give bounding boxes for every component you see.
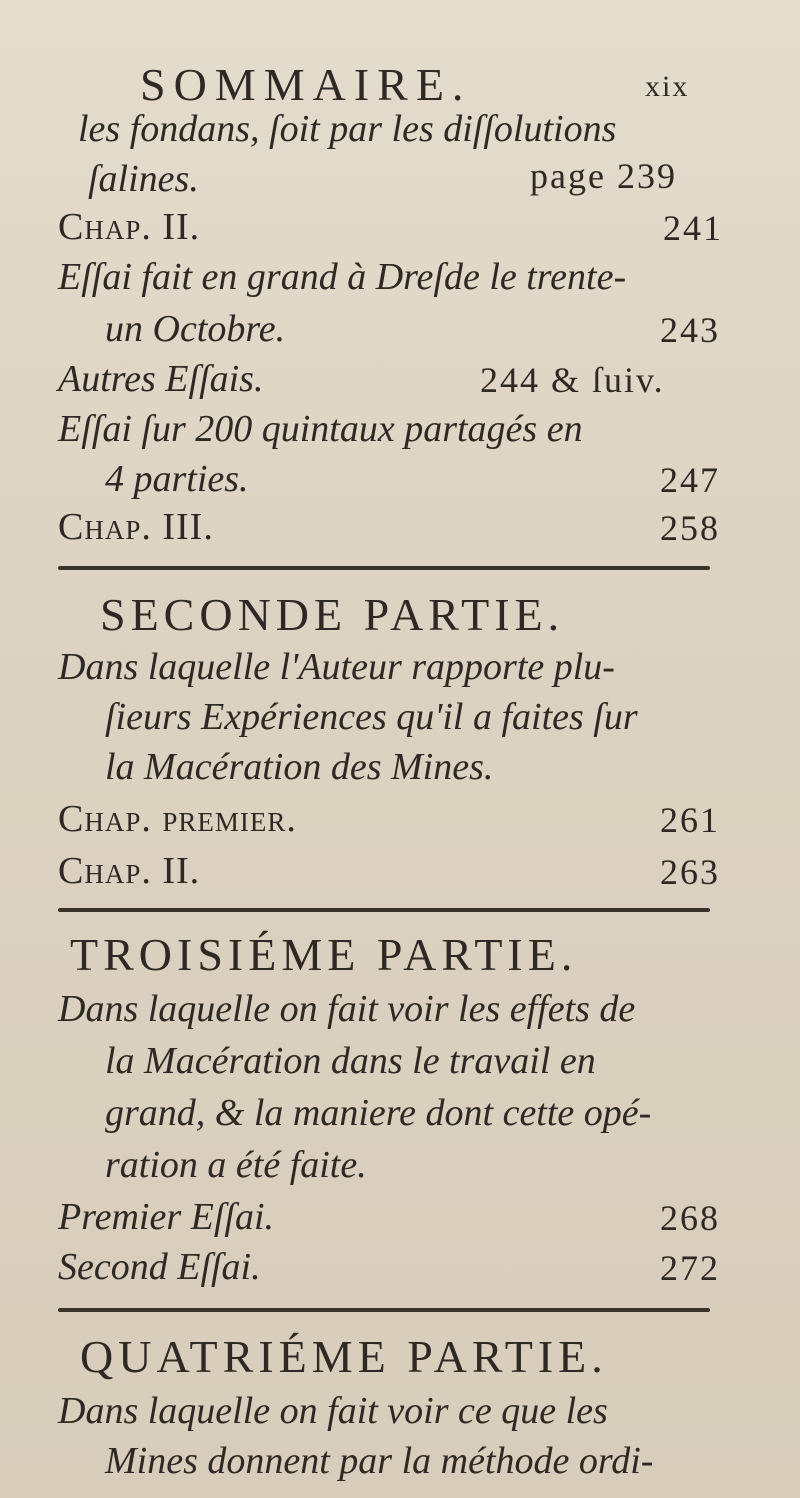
toc-line: Eſſai fait en grand à Dreſde le trente- [58,256,627,298]
toc-line: Autres Eſſais. [58,358,264,400]
toc-page-number: 244 & ſuiv. [480,360,665,400]
toc-line: Second Eſſai. [58,1246,261,1288]
toc-page-number: 247 [660,460,720,500]
toc-chapter: Chap. II. [58,206,201,248]
part-description-line: la Macération dans le travail en [105,1040,596,1082]
toc-chapter: Chap. II. [58,850,201,892]
page-header-title: SOMMAIRE. [140,59,472,110]
toc-page-number: 261 [660,800,720,840]
toc-line: ſalines. [88,158,199,200]
toc-page-number: 263 [660,852,720,892]
toc-line: Eſſai ſur 200 quintaux partagés en [58,408,583,450]
part-heading: QUATRIÉME PARTIE. [80,1331,608,1382]
toc-chapter: Chap. premier. [58,798,297,840]
part-description-line: ſieurs Expériences qu'il a faites ſur [105,696,638,738]
toc-line: un Octobre. [105,308,286,350]
toc-line: 4 parties. [105,458,249,500]
part-description-line: ration a été faite. [105,1144,367,1186]
part-description-line: Dans laquelle on fait voir les effets de [58,988,636,1030]
part-heading: SECONDE PARTIE. [100,589,565,640]
toc-page-number: page 239 [530,156,677,196]
part-heading: TROISIÉME PARTIE. [70,929,578,980]
section-rule [58,1308,710,1312]
part-description-line: Dans laquelle l'Auteur rapporte plu- [58,646,615,688]
toc-page-number: 272 [660,1248,720,1288]
section-rule [58,908,710,912]
page-folio: xix [645,70,690,103]
toc-chapter: Chap. III. [58,506,214,548]
part-description-line: la Macération des Mines. [105,746,494,788]
part-description-line: grand, & la maniere dont cette opé- [105,1092,652,1134]
part-description-line: Dans laquelle on fait voir ce que les [58,1390,608,1432]
toc-page-number: 243 [660,310,720,350]
toc-line: les fondans, ſoit par les diſſolutions [78,108,617,150]
section-rule [58,566,710,570]
toc-page-number: 241 [663,208,723,248]
toc-line: Premier Eſſai. [58,1196,274,1238]
part-description-line: Mines donnent par la méthode ordi- [105,1440,654,1482]
toc-page-number: 258 [660,508,720,548]
toc-page-number: 268 [660,1198,720,1238]
